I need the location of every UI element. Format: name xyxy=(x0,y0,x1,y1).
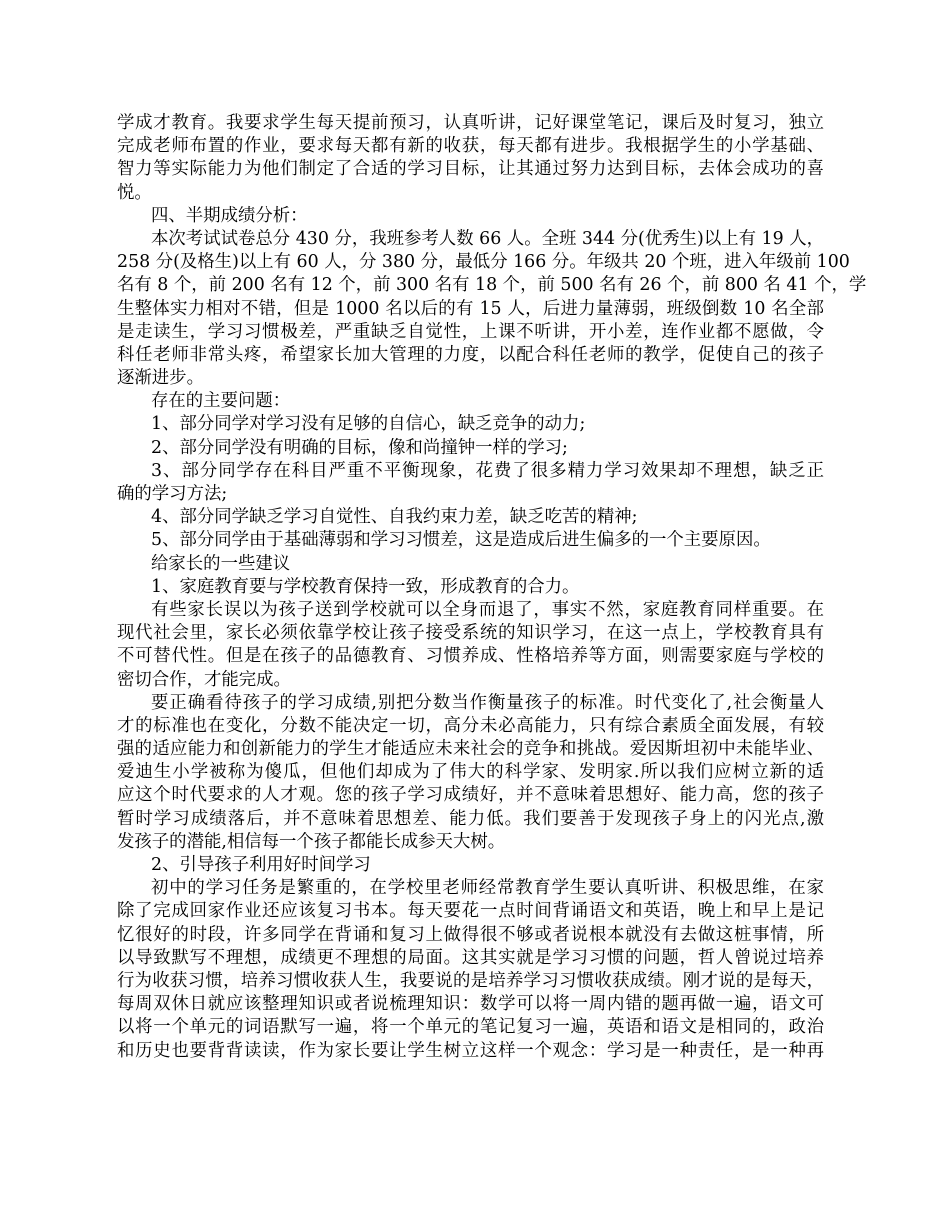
text-line: 以导致默写不理想，成绩更不理想的局面。这其实就是学习习惯的问题，哲人曾说过培养 xyxy=(117,947,824,968)
text-line: 名有 8 个，前 200 名有 12 个，前 300 名有 18 个，前 500 名有 26 个，前 800 名 41 个，学 xyxy=(117,275,867,296)
text-line: 科任老师非常头疼，希望家长加大管理的力度，以配合科任老师的教学，促使自己的孩子 xyxy=(117,344,824,365)
text-line: 学成才教育。我要求学生每天提前预习，认真听讲，记好课堂笔记，课后及时复习，独立 xyxy=(117,113,824,133)
text-line: 确的学习方法; xyxy=(117,484,228,504)
text-line: 每周双休日就应该整理知识或者说梳理知识：数学可以将一周内错的题再做一遍，语文可 xyxy=(117,994,824,1015)
text-line: 2、部分同学没有明确的目标，像和尚撞钟一样的学习; xyxy=(151,437,568,458)
text-line: 要正确看待孩子的学习成绩,别把分数当作衡量孩子的标准。时代变化了,社会衡量人 xyxy=(151,692,824,713)
text-line: 密切合作，才能完成。 xyxy=(117,669,291,690)
text-line: 逐渐进步。 xyxy=(117,368,204,389)
text-line: 强的适应能力和创新能力的学生才能适应未来社会的竞争和挑战。爱因斯坦初中未能毕业、 xyxy=(117,739,824,760)
text-line: 258 分(及格生)以上有 60 人，分 380 分，最低分 166 分。年级共 20 个班，进入年级前 100 xyxy=(117,252,850,273)
text-line: 完成老师布置的作业，要求每天都有新的收获，每天都有进步。我根据学生的小学基础、 xyxy=(117,136,824,157)
text-line: 四、半期成绩分析： xyxy=(151,205,308,226)
text-line: 3、部分同学存在科目严重不平衡现象，花费了很多精力学习效果却不理想，缺乏正 xyxy=(151,460,824,481)
text-line: 是走读生，学习习惯极差，严重缺乏自觉性，上课不听讲，开小差，连作业都不愿做，令 xyxy=(117,321,824,342)
text-line: 现代社会里，家长必须依靠学校让孩子接受系统的知识学习，在这一点上，学校教育具有 xyxy=(117,623,824,644)
text-line: 发孩子的潜能,相信每一个孩子都能长成参天大树。 xyxy=(117,831,506,852)
text-line: 不可替代性。但是在孩子的品德教育、习惯养成、性格培养等方面，则需要家庭与学校的 xyxy=(117,646,824,667)
text-line: 才的标准也在变化，分数不能决定一切，高分未必高能力，只有综合素质全面发展，有较 xyxy=(117,715,824,736)
text-line: 1、部分同学对学习没有足够的自信心，缺乏竞争的动力; xyxy=(151,414,586,435)
text-line: 暂时学习成绩落后，并不意味着思想差、能力低。我们要善于发现孩子身上的闪光点,激 xyxy=(117,808,824,829)
text-line: 生整体实力相对不错，但是 1000 名以后的有 15 人，后进力量薄弱，班级倒数 10 名全部 xyxy=(117,298,824,319)
text-line: 爱迪生小学被称为傻瓜，但他们却成为了伟大的科学家、发明家.所以我们应树立新的适 xyxy=(117,762,824,783)
text-line: 给家长的一些建议 xyxy=(151,553,291,574)
text-line: 忆很好的时段，许多同学在背诵和复习上做得很不够或者说根本就没有去做这桩事情，所 xyxy=(117,924,824,945)
text-line: 智力等实际能力为他们制定了合适的学习目标，让其通过努力达到目标，去体会成功的喜 xyxy=(117,159,824,180)
text-line: 除了完成回家作业还应该复习书本。每天要花一点时间背诵语文和英语，晚上和早上是记 xyxy=(117,901,824,922)
text-line: 初中的学习任务是繁重的，在学校里老师经常教育学生要认真听讲、积极思维，在家 xyxy=(151,878,824,899)
text-line: 有些家长误以为孩子送到学校就可以全身而退了，事实不然，家庭教育同样重要。在 xyxy=(151,599,824,620)
text-line: 2、引导孩子利用好时间学习 xyxy=(151,855,371,875)
text-line: 以将一个单元的词语默写一遍，将一个单元的笔记复习一遍，英语和语文是相同的，政治 xyxy=(117,1017,824,1038)
text-line: 存在的主要问题： xyxy=(151,391,291,412)
text-line: 和历史也要背背读读，作为家长要让学生树立这样一个观念：学习是一种责任，是一种再 xyxy=(117,1040,824,1061)
text-line: 悦。 xyxy=(117,182,152,203)
text-line: 应这个时代要求的人才观。您的孩子学习成绩好，并不意味着思想好、能力高，您的孩子 xyxy=(117,785,824,806)
text-line: 4、部分同学缺乏学习自觉性、自我约束力差，缺乏吃苦的精神; xyxy=(151,507,638,528)
text-line: 本次考试试卷总分 430 分，我班参考人数 66 人。全班 344 分(优秀生)以上有 19 人， xyxy=(151,228,824,249)
text-line: 1、家庭教育要与学校教育保持一致，形成教育的合力。 xyxy=(151,576,580,597)
text-line: 5、部分同学由于基础薄弱和学习习惯差，这是造成后进生偏多的一个主要原因。 xyxy=(151,530,771,551)
text-line: 行为收获习惯，培养习惯收获人生，我要说的是培养学习习惯收获成绩。刚才说的是每天， xyxy=(117,970,824,991)
